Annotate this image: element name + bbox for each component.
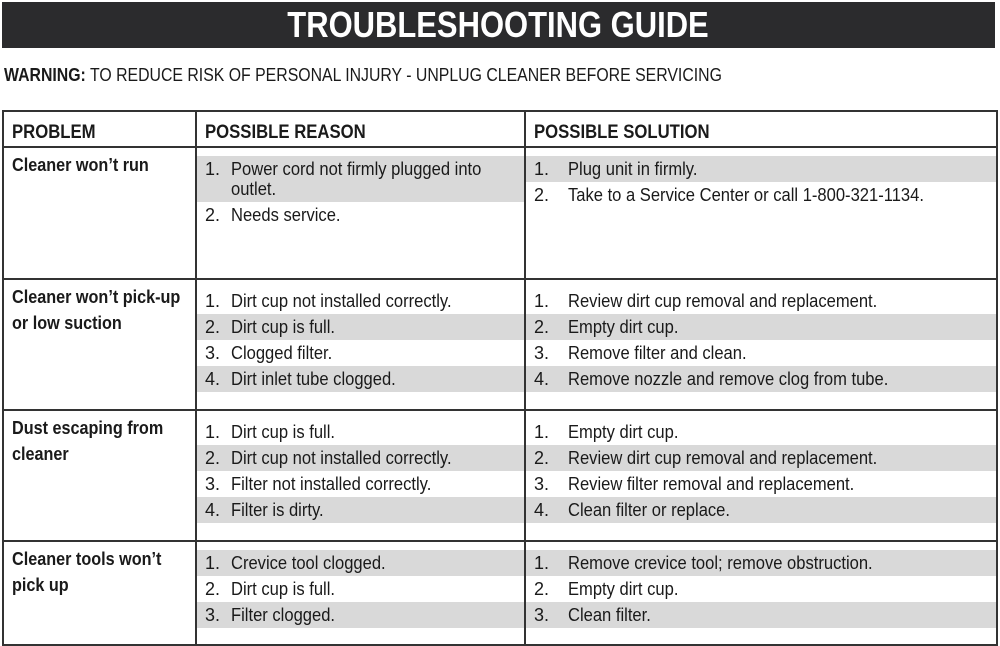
solution-item (526, 445, 996, 471)
item-text-content: Dirt cup is full. (231, 422, 335, 442)
item-text (568, 605, 996, 625)
problem-text: Cleaner won’t pick-up or low suction (12, 287, 181, 333)
item-number: 1. (205, 159, 221, 179)
item-number: 3. (534, 605, 550, 625)
item-number: 1. (534, 159, 550, 179)
item-number: 3. (205, 605, 221, 625)
item-text (231, 317, 524, 337)
item-text-content: Power cord not firmly plugged into outlet. (231, 159, 482, 199)
item-text (568, 474, 996, 494)
item-number: 3. (534, 474, 550, 494)
item-text-content: Dirt cup is full. (231, 317, 335, 337)
solution-item (526, 340, 996, 366)
reason-item (197, 471, 524, 497)
item-text (568, 369, 996, 389)
reason-item (197, 445, 524, 471)
item-number: 1. (534, 422, 550, 442)
problem-cell (3, 541, 196, 645)
item-number: 2. (205, 317, 221, 337)
header-problem: PROBLEM (3, 111, 196, 147)
item-number: 2. (534, 317, 550, 337)
solution-list (526, 280, 996, 398)
item-number: 2. (205, 448, 221, 468)
item-text (231, 343, 524, 363)
item-number: 1. (205, 422, 221, 442)
reason-item (197, 550, 524, 576)
item-text-content: Remove filter and clean. (568, 343, 747, 363)
item-number: 1. (534, 291, 550, 311)
reason-item (197, 288, 524, 314)
table-row (3, 410, 997, 541)
reason-cell (196, 147, 525, 279)
reason-cell (196, 541, 525, 645)
item-number: 2. (205, 579, 221, 599)
item-text (568, 185, 996, 205)
item-number: 2. (534, 579, 550, 599)
item-text-content: Dirt cup not installed correctly. (231, 291, 452, 311)
item-text-content: Filter clogged. (231, 605, 336, 625)
solution-cell (525, 541, 997, 645)
item-text-content: Remove nozzle and remove clog from tube. (568, 369, 889, 389)
item-text-content: Dirt cup is full. (231, 579, 335, 599)
warning-notice (4, 64, 722, 86)
item-text (231, 159, 531, 199)
item-text (568, 500, 996, 520)
item-text (231, 553, 524, 573)
solution-item (526, 182, 996, 208)
item-text (568, 343, 996, 363)
problem-text: Cleaner won’t run (12, 155, 149, 175)
item-text (231, 205, 524, 225)
solution-cell (525, 410, 997, 541)
reason-item (197, 156, 524, 202)
item-text (568, 159, 996, 179)
item-text-content: Empty dirt cup. (568, 422, 679, 442)
item-text-content: Crevice tool clogged. (231, 553, 386, 573)
problem-cell (3, 410, 196, 541)
item-text-content: Review dirt cup removal and replacement. (568, 448, 878, 468)
table-row (3, 279, 997, 410)
problem-cell (3, 147, 196, 279)
solution-item (526, 156, 996, 182)
table-row (3, 147, 997, 279)
item-text-content: Dirt cup not installed correctly. (231, 448, 452, 468)
problem-cell (3, 279, 196, 410)
solution-item (526, 602, 996, 628)
item-text (231, 474, 524, 494)
warning-label: WARNING: (4, 65, 86, 85)
item-text-content: Review dirt cup removal and replacement. (568, 291, 878, 311)
troubleshooting-table (2, 110, 998, 646)
item-text-content: Review filter removal and replacement. (568, 474, 855, 494)
item-number: 1. (205, 553, 221, 573)
solution-item (526, 497, 996, 523)
page-title-text: TROUBLESHOOTING GUIDE (287, 4, 710, 45)
item-number: 3. (205, 343, 221, 363)
solution-cell (525, 279, 997, 410)
reason-item (197, 497, 524, 523)
item-text (231, 605, 524, 625)
solution-item (526, 550, 996, 576)
item-text (568, 579, 996, 599)
item-number: 1. (205, 291, 221, 311)
item-text-content: Filter not installed correctly. (231, 474, 432, 494)
item-text (231, 448, 524, 468)
solution-list (526, 411, 996, 529)
problem-text: Cleaner tools won’t pick up (12, 549, 162, 595)
problem-text: Dust escaping from cleaner (12, 418, 164, 464)
reason-list (197, 148, 524, 234)
header-possible-reason: POSSIBLE REASON (196, 111, 525, 147)
item-text (231, 369, 524, 389)
table-header-row (3, 111, 997, 147)
reason-list (197, 280, 524, 398)
item-number: 3. (205, 474, 221, 494)
reason-item (197, 202, 524, 228)
item-number: 4. (534, 500, 550, 520)
solution-cell (525, 147, 997, 279)
solution-list (526, 542, 996, 634)
warning-text: TO REDUCE RISK OF PERSONAL INJURY - UNPLUG CLEANER BEFORE SERVICING (85, 65, 722, 85)
item-text-content: Take to a Service Center or call 1-800-321-1134. (568, 185, 924, 205)
item-text-content: Plug unit in firmly. (568, 159, 698, 179)
reason-cell (196, 279, 525, 410)
solution-item (526, 576, 996, 602)
item-number: 1. (534, 553, 550, 573)
solution-item (526, 288, 996, 314)
reason-cell (196, 410, 525, 541)
item-text (568, 448, 996, 468)
table-row (3, 541, 997, 645)
item-number: 2. (205, 205, 221, 225)
item-text (231, 500, 524, 520)
item-number: 4. (205, 369, 221, 389)
reason-item (197, 366, 524, 392)
item-text (231, 579, 524, 599)
item-text-content: Remove crevice tool; remove obstruction. (568, 553, 873, 573)
header-possible-solution: POSSIBLE SOLUTION (525, 111, 997, 147)
item-text-content: Clean filter or replace. (568, 500, 731, 520)
solution-list (526, 148, 996, 214)
item-text (568, 422, 996, 442)
item-text-content: Empty dirt cup. (568, 317, 679, 337)
page-title (2, 2, 995, 48)
solution-item (526, 419, 996, 445)
item-text-content: Clogged filter. (231, 343, 333, 363)
item-text-content: Filter is dirty. (231, 500, 324, 520)
reason-item (197, 314, 524, 340)
item-text (568, 291, 996, 311)
item-number: 4. (534, 369, 550, 389)
reason-item (197, 340, 524, 366)
reason-item (197, 602, 524, 628)
reason-item (197, 576, 524, 602)
item-text-content: Clean filter. (568, 605, 651, 625)
item-text (568, 317, 996, 337)
reason-list (197, 411, 524, 529)
item-number: 2. (534, 448, 550, 468)
item-number: 4. (205, 500, 221, 520)
item-text (568, 553, 996, 573)
solution-item (526, 314, 996, 340)
item-text (231, 422, 524, 442)
solution-item (526, 471, 996, 497)
solution-item (526, 366, 996, 392)
reason-item (197, 419, 524, 445)
item-text-content: Dirt inlet tube clogged. (231, 369, 396, 389)
item-number: 2. (534, 185, 550, 205)
reason-list (197, 542, 524, 634)
item-text (231, 291, 524, 311)
item-text-content: Needs service. (231, 205, 341, 225)
item-number: 3. (534, 343, 550, 363)
item-text-content: Empty dirt cup. (568, 579, 679, 599)
